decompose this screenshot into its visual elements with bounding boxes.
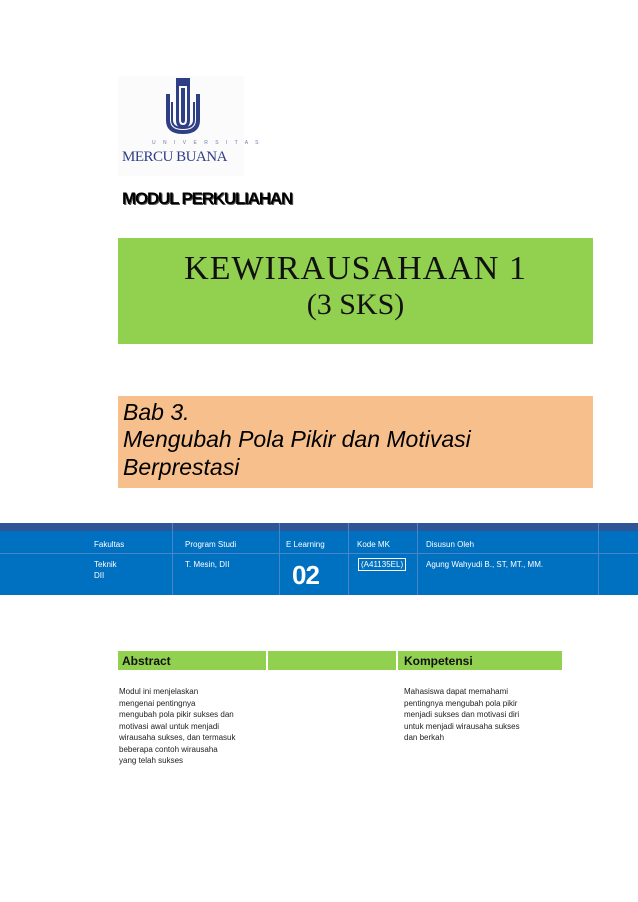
column-divider <box>279 523 280 595</box>
kompetensi-line: untuk menjadi wirausaha sukses <box>404 721 520 731</box>
title-bar-middle <box>268 651 396 670</box>
header-disusun-oleh: Disusun Oleh <box>426 540 475 549</box>
logo-university-name: MERCU BUANA <box>122 149 227 165</box>
header-kode-mk: Kode MK <box>357 540 390 549</box>
kompetensi-line: Mahasiswa dapat memahami <box>404 687 509 696</box>
logo-universitas-text: U N I V E R S I T A S <box>152 140 262 146</box>
column-divider <box>598 523 599 595</box>
kompetensi-line: dan berkah <box>404 733 445 742</box>
chapter-number: Bab 3. <box>123 399 190 425</box>
logo-emblem-icon <box>118 76 244 142</box>
abstract-line: motivasi awal untuk menjadi <box>119 721 220 731</box>
abstract-title: Abstract <box>122 654 171 668</box>
value-program-studi: T. Mesin, DII <box>185 560 230 569</box>
course-title-box <box>118 238 593 344</box>
column-divider <box>348 523 349 595</box>
header-fakultas: Fakultas <box>94 540 125 549</box>
value-disusun-oleh: Agung Wahyudi B., ST, MT., MM. <box>426 560 544 569</box>
abstract-line: mengubah pola pikir sukses dan <box>119 710 234 719</box>
abstract-text <box>119 686 236 767</box>
module-heading: MODUL PERKULIAHAN <box>122 189 293 208</box>
kompetensi-title: Kompetensi <box>404 654 473 668</box>
university-logo <box>118 76 262 176</box>
column-divider <box>172 523 173 595</box>
chapter-title-line2: Berprestasi <box>123 454 240 480</box>
header-program-studi: Program Studi <box>185 540 237 549</box>
abstract-line: yang telah sukses <box>119 756 184 765</box>
info-table-divider <box>0 553 638 554</box>
abstract-line: wirausaha sukses, dan termasuk <box>119 733 236 742</box>
abstract-line: mengenai pentingnya <box>119 698 196 708</box>
value-kode-mk: (A41135EL) <box>358 558 406 571</box>
chapter-box <box>118 396 593 488</box>
chapter-title-line1: Mengubah Pola Pikir dan Motivasi <box>123 426 471 452</box>
abstract-line: Modul ini menjelaskan <box>119 687 199 696</box>
header-e-learning: E Learning <box>286 540 325 549</box>
value-e-learning: 02 <box>292 560 319 590</box>
column-divider <box>417 523 418 595</box>
value-fakultas-line2: DII <box>94 571 105 580</box>
abstract-line: beberapa contoh wirausaha <box>119 744 218 754</box>
kompetensi-line: pentingnya mengubah pola pikir <box>404 698 518 708</box>
course-info-table <box>0 523 638 595</box>
kompetensi-line: menjadi sukses dan motivasi diri <box>404 710 520 719</box>
kompetensi-text <box>404 686 520 744</box>
info-table-top-strip <box>0 523 638 531</box>
course-title: KEWIRAUSAHAAN 1 <box>184 250 527 287</box>
value-fakultas-line1: Teknik <box>94 560 117 569</box>
course-credits: (3 SKS) <box>306 288 405 321</box>
